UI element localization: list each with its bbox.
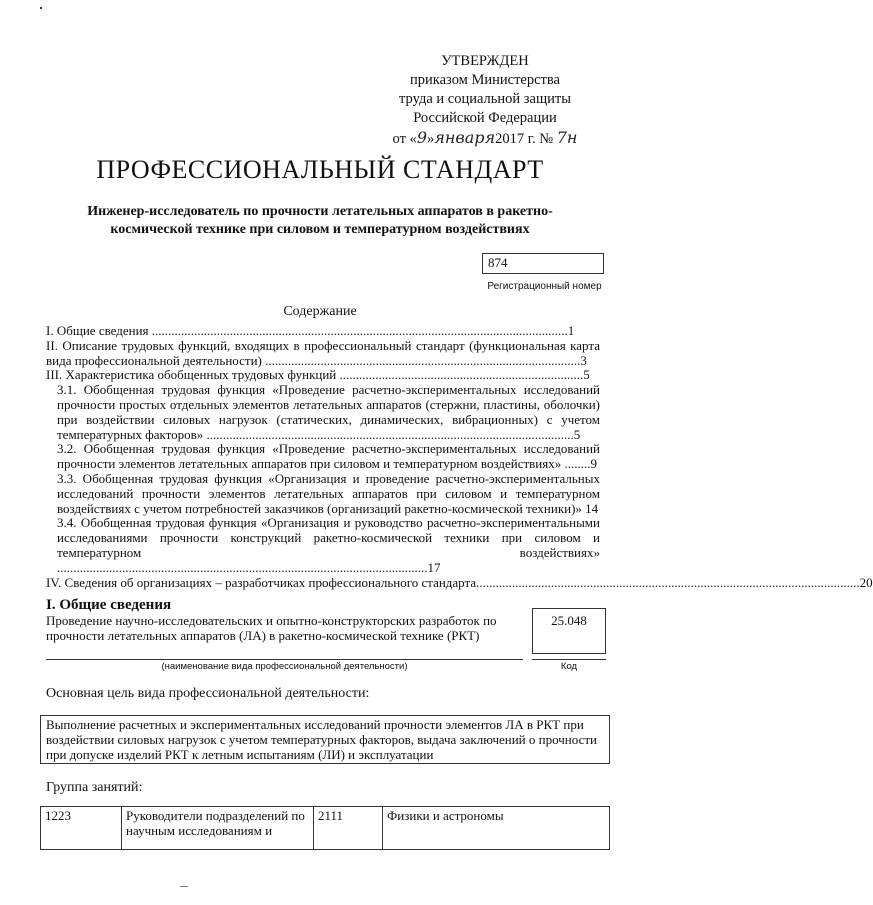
group-code-cell: 1223 [41,807,122,850]
date-month: января [434,128,496,147]
approval-line: приказом Министерства [410,72,560,88]
occupation-group-label: Группа занятий: [46,780,143,795]
approval-line: труда и социальной защиты [399,91,571,107]
goal-box: Выполнение расчетных и экспериментальных исследований прочности элементов ЛА в РКТ при воздействии силовых нагрузок с учетом температурных факторов, выдача заключений о прочности при допуске изделий РКТ к летным испытаниям (ЛИ) и эксплуатации [40,715,610,764]
date-day: 9 [416,128,427,147]
date-prefix: от « [392,131,417,147]
toc-entry-last [46,574,873,591]
registration-number-box: 874 [482,253,604,274]
code-underline [532,659,606,660]
order-number: 7н [556,128,578,147]
activity-code-box: 25.048 [532,608,606,654]
toc-entry-page: 20 [859,574,873,590]
activity-caption: (наименование вида профессиональной деятельности) [161,661,408,672]
toc-entry: 3.2. Обобщенная трудовая функция «Проведение расчетно-экспериментальных исследований прочности элементов летательных аппаратов при силовом и температурном воздействиях» ........9 [57,441,600,472]
standard-name: Инженер-исследователь по прочности летательных аппаратов в ракетно-космической технике при силовом и температурном воздействиях [87,204,553,237]
document-title: ПРОФЕССИОНАЛЬНЫЙ СТАНДАРТ [96,155,544,184]
toc-entry: I. Общие сведения ................................................................................................................................1 [46,323,575,338]
approval-block [370,52,600,149]
approval-line: Российской Федерации [413,110,557,126]
approval-line: УТВЕРЖДЕН [441,53,529,69]
approval-date-line [370,128,600,149]
toc-entry: 3.3. Обобщенная трудовая функция «Организация и проведение расчетно-экспериментальных исследований прочности элементов летательных аппаратов при силовом и температурном воздействиях с учетом потребностей заказчиков (организаций ракетно-космической техники)» 14 [57,470,600,516]
contents-heading: Содержание [283,304,357,319]
toc-leader-dots: ...................................................................................................................... [476,574,860,590]
toc-entry: III. Характеристика обобщенных трудовых функций ...........................................................................5 [46,367,590,383]
section-heading: I. Общие сведения [46,597,172,613]
scan-mark [180,886,188,887]
table-of-contents [46,323,873,590]
group-code-cell: 2111 [314,807,383,850]
toc-entry-text: IV. Сведения об организациях – разработчиках профессионального стандарта [46,574,477,590]
occupation-group-table [40,806,610,850]
date-quote: » [427,131,435,147]
toc-entry: II. Описание трудовых функций, входящих в профессиональный стандарт (функциональная карта вида профессиональной деятельности) .................................................................................................3 [46,337,600,368]
activity-underline [46,659,523,660]
date-suffix: г. № [527,131,554,147]
registration-number-label: Регистрационный номер [487,281,602,292]
activity-name: Проведение научно-исследовательских и опытно-конструкторских разработок по прочности летательных аппаратов (ЛА) в ракетно-космической технике (РКТ) [46,613,497,643]
group-name-cell: Руководители подразделений по научным исследованиям и [122,807,314,850]
table-row [41,807,610,850]
toc-entry: 3.4. Обобщенная трудовая функция «Организация и руководство расчетно-экспериментальными исследованиями прочности конструкций ракетно-космической техники при силовом и температурном воздействиях» ..................................................................................................................17 [57,515,600,575]
goal-label: Основная цель вида профессиональной деятельности: [46,686,370,701]
scan-mark [40,7,42,9]
date-year: 2017 [495,131,525,147]
toc-entry: 3.1. Обобщенная трудовая функция «Проведение расчетно-экспериментальных исследований прочности простых отдельных элементов летательных аппаратов (стержни, пластины, оболочки) при воздействии силовых нагрузок (статических, динамических, вибрационных) с учетом температурных факторов» .................................................................................................................5 [57,382,600,442]
code-caption: Код [560,661,578,672]
group-name-cell: Физики и астрономы [383,807,610,850]
